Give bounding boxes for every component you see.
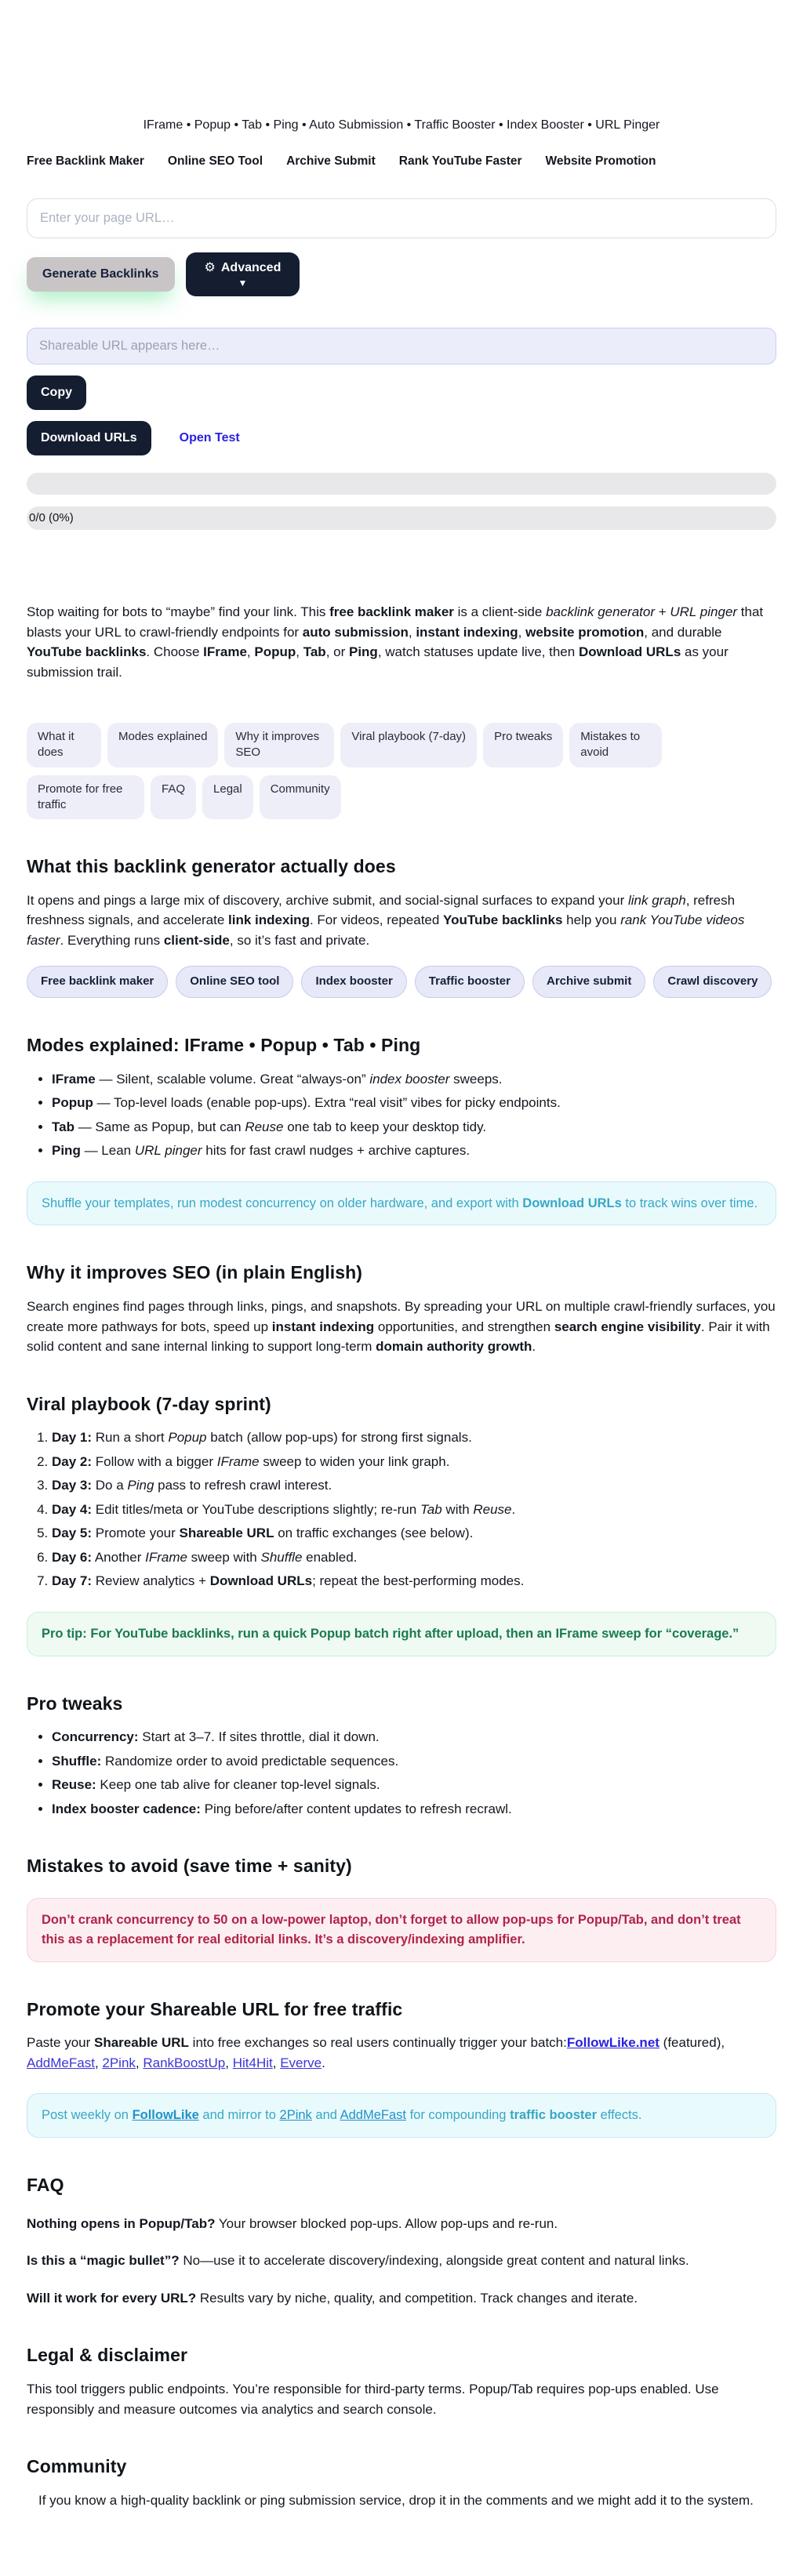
- text-segment: , and durable: [644, 624, 722, 640]
- text-segment: search engine visibility: [554, 1319, 701, 1334]
- text-segment: Review analytics +: [92, 1573, 210, 1589]
- text-segment: Stop waiting for bots to “maybe” find your link. This: [27, 604, 330, 620]
- section-faq: [27, 2174, 776, 2308]
- text-segment: client-side: [163, 932, 230, 948]
- text-segment: Start at 3–7. If sites throttle, dial it down.: [138, 1729, 380, 1745]
- text-segment: — Silent, scalable volume. Great “always-on”: [95, 1071, 370, 1087]
- list-item: [52, 1428, 776, 1448]
- text-segment: index booster: [369, 1071, 450, 1087]
- section-modes-explained: [27, 1034, 776, 1226]
- section-viral-playbook: [27, 1393, 776, 1656]
- keyword-chips: [27, 966, 776, 998]
- faq-item: [27, 2288, 776, 2309]
- text-segment: Download URLs: [209, 1573, 313, 1589]
- toc-what-it-does[interactable]: What it does: [27, 723, 101, 767]
- text-segment: Day 7:: [52, 1573, 93, 1589]
- text-segment: that blasts your URL to crawl-friendly endpoints for: [27, 604, 764, 640]
- text-segment: and mirror to: [198, 2108, 280, 2123]
- link-2pink[interactable]: 2Pink: [102, 2055, 136, 2070]
- text-segment: Concurrency:: [52, 1729, 139, 1745]
- text-segment: Popup: [254, 644, 296, 660]
- text-segment: Ping: [127, 1478, 154, 1493]
- text-segment: URL pinger: [134, 1143, 202, 1159]
- section-why-seo: [27, 1261, 776, 1356]
- text-segment: Shuffle: [260, 1549, 303, 1565]
- keyword-chip: Free backlink maker: [27, 966, 168, 998]
- text-segment: Index booster cadence:: [52, 1801, 201, 1816]
- text-segment: Don’t crank concurrency to 50 on a low-power laptop, don’t forget to allow pop-ups for Popup/Tab, and don’t treat this as a replacement for real editorial links. It’s a discovery/indexing amplifier.: [42, 1913, 741, 1947]
- text-segment: Follow with a bigger: [92, 1453, 217, 1469]
- tip-callout-post-weekly: [27, 2093, 776, 2138]
- text-segment: IFrame: [145, 1549, 187, 1565]
- section-title: Legal & disclaimer: [27, 2345, 188, 2366]
- list-item: [52, 1571, 776, 1591]
- tip-callout-shuffle: [27, 1181, 776, 1226]
- list-item: [52, 1141, 776, 1161]
- pro-tip-callout: [27, 1612, 776, 1656]
- text-segment: Reuse:: [52, 1777, 96, 1793]
- nav-online-seo-tool[interactable]: Online SEO Tool: [167, 154, 263, 168]
- text-segment: is a client-side: [453, 604, 547, 620]
- text-segment: , refresh freshness signals, and accelerate: [27, 892, 736, 928]
- keyword-chip: Archive submit: [532, 966, 645, 998]
- section-title: Modes explained: IFrame • Popup • Tab • Ping: [27, 1034, 421, 1055]
- text-segment: Reuse: [245, 1119, 284, 1134]
- text-segment: Nothing opens in Popup/Tab?: [27, 2215, 216, 2231]
- text-segment: sweep to widen your link graph.: [259, 1453, 450, 1469]
- text-segment: Results vary by niche, quality, and competition. Track changes and iterate.: [196, 2290, 638, 2306]
- text-segment: Tab: [303, 644, 326, 660]
- section-title: Why it improves SEO (in plain English): [27, 1262, 363, 1283]
- text-segment: — Top-level loads (enable pop-ups). Extra “real visit” vibes for picky endpoints.: [93, 1095, 561, 1111]
- tweaks-list: [27, 1727, 776, 1819]
- link-followlike[interactable]: FollowLike: [132, 2108, 199, 2123]
- section-promote: [27, 1998, 776, 2139]
- list-item: [52, 1799, 776, 1820]
- link-2pink-mirror[interactable]: 2Pink: [279, 2108, 312, 2123]
- section-body: This tool triggers public endpoints. You’re responsible for third-party terms. Popup/Tab requires pop-ups enabled. Use responsibly and measure outcomes via analytics and search console.: [27, 2382, 719, 2417]
- text-segment: pass to refresh crawl interest.: [154, 1478, 332, 1493]
- section-pro-tweaks: [27, 1693, 776, 1820]
- download-row: [27, 421, 776, 455]
- text-segment: Ping before/after content updates to refresh recrawl.: [200, 1801, 512, 1816]
- text-segment: Day 2:: [52, 1453, 93, 1469]
- feature-tagline: IFrame • Popup • Tab • Ping • Auto Submission • Traffic Booster • Index Booster • URL Pinger: [143, 118, 660, 132]
- text-segment: Tab: [420, 1501, 442, 1517]
- text-segment: Tab: [52, 1119, 74, 1134]
- text-segment: .: [322, 2055, 325, 2070]
- toc-mistakes-to-avoid[interactable]: Mistakes to avoid: [569, 723, 662, 767]
- section-title: Viral playbook (7-day sprint): [27, 1393, 271, 1414]
- section-body: If you know a high-quality backlink or ping submission service, drop it in the comments and we might add it to the system.: [38, 2492, 754, 2508]
- text-segment: Will it work for every URL?: [27, 2290, 197, 2306]
- toc-community[interactable]: Community: [260, 775, 341, 820]
- gear-icon: ⚙: [204, 261, 216, 275]
- playbook-steps: [27, 1428, 776, 1591]
- text-segment: .: [511, 1501, 516, 1517]
- text-segment: Promote your: [92, 1526, 180, 1541]
- text-segment: Popup: [52, 1095, 93, 1111]
- text-segment: No—use it to accelerate discovery/indexing, alongside great content and natural links.: [179, 2253, 689, 2269]
- section-mistakes: [27, 1855, 776, 1961]
- text-segment: Do a: [92, 1478, 128, 1493]
- text-segment: . Choose: [146, 644, 204, 660]
- text-segment: Day 6:: [52, 1549, 93, 1565]
- keyword-chip: Crawl discovery: [653, 966, 772, 998]
- link-rankboostup[interactable]: RankBoostUp: [143, 2055, 226, 2070]
- section-body: [27, 2033, 776, 2073]
- text-segment: Day 4:: [52, 1501, 93, 1517]
- text-segment: IFrame: [203, 644, 247, 660]
- list-item: [52, 1751, 776, 1772]
- progress-status: 0/0 (0%): [27, 506, 776, 530]
- shareable-url-output[interactable]: [27, 328, 776, 365]
- text-segment: Edit titles/meta or YouTube descriptions slightly; re-run: [92, 1501, 420, 1517]
- keyword-chip: Online SEO tool: [176, 966, 293, 998]
- keyword-chip: Index booster: [301, 966, 406, 998]
- keyword-chip: Traffic booster: [415, 966, 525, 998]
- text-segment: .: [532, 1339, 536, 1355]
- text-segment: domain authority growth: [376, 1339, 532, 1355]
- text-segment: Download URLs: [522, 1195, 622, 1210]
- text-segment: ; repeat the best-performing modes.: [312, 1573, 525, 1589]
- list-item: [52, 1523, 776, 1544]
- text-segment: Run a short: [92, 1430, 169, 1446]
- text-segment: batch (allow pop-ups) for strong first signals.: [206, 1430, 472, 1446]
- link-hit4hit[interactable]: Hit4Hit: [232, 2055, 273, 2070]
- text-segment: IFrame: [52, 1071, 96, 1087]
- text-segment: URL pinger: [670, 604, 738, 620]
- section-what-it-does: [27, 855, 776, 998]
- link-addmefast-mirror[interactable]: AddMeFast: [340, 2108, 406, 2123]
- section-legal: [27, 2344, 776, 2419]
- section-title: What this backlink generator actually does: [27, 856, 396, 877]
- text-segment: ,: [518, 624, 526, 640]
- text-segment: Day 1:: [52, 1430, 93, 1446]
- nav-website-promotion[interactable]: Website Promotion: [545, 154, 656, 168]
- text-segment: Shuffle your templates, run modest concurrency on older hardware, and export with: [42, 1195, 523, 1210]
- text-segment: rank YouTube videos faster: [27, 912, 745, 948]
- text-segment: free backlink maker: [329, 604, 454, 620]
- text-segment: ,: [94, 2055, 103, 2070]
- text-segment: on traffic exchanges (see below).: [274, 1526, 474, 1541]
- text-segment: to track wins over time.: [621, 1195, 758, 1210]
- chevron-down-icon: ▼: [238, 277, 248, 288]
- text-segment: Day 5:: [52, 1526, 93, 1541]
- text-segment: Ping: [52, 1143, 81, 1159]
- progress-bar: [27, 473, 776, 495]
- advanced-toggle-button[interactable]: [186, 252, 300, 296]
- text-segment: YouTube backlinks: [27, 644, 147, 660]
- text-segment: hits for fast crawl nudges + archive captures.: [202, 1143, 471, 1159]
- toc-pro-tweaks[interactable]: Pro tweaks: [483, 723, 563, 767]
- text-segment: Post weekly on: [42, 2108, 133, 2123]
- text-segment: instant indexing: [271, 1319, 375, 1334]
- text-segment: , or: [325, 644, 349, 660]
- generate-backlinks-button[interactable]: Generate Backlinks: [27, 257, 175, 292]
- text-segment: Popup: [168, 1430, 207, 1446]
- nav-free-backlink-maker[interactable]: Free Backlink Maker: [27, 154, 144, 168]
- list-item: [52, 1727, 776, 1747]
- toc-promote-free-traffic[interactable]: Promote for free traffic: [27, 775, 144, 820]
- text-segment: IFrame: [216, 1453, 260, 1469]
- section-body: [27, 1297, 776, 1357]
- text-segment: ,: [272, 2055, 281, 2070]
- text-segment: sweep with: [187, 1549, 261, 1565]
- faq-item: [27, 2251, 776, 2271]
- section-title: FAQ: [27, 2175, 64, 2196]
- list-item: [52, 1069, 776, 1090]
- text-segment: Is this a “magic bullet”?: [27, 2253, 180, 2269]
- open-test-link[interactable]: Open Test: [179, 431, 240, 445]
- link-followlike-net[interactable]: FollowLike.net: [566, 2035, 659, 2051]
- text-segment: Randomize order to avoid predictable sequences.: [101, 1753, 399, 1769]
- faq-item: [27, 2214, 776, 2234]
- text-segment: . Pair it with solid content and sane internal linking to support long-term: [27, 1319, 770, 1355]
- text-segment: Download URLs: [578, 644, 681, 660]
- list-item: [52, 1775, 776, 1795]
- section-chip-nav: [27, 723, 776, 819]
- nav-archive-submit[interactable]: Archive Submit: [286, 154, 376, 168]
- text-segment: Another: [92, 1549, 146, 1565]
- list-item: [52, 1475, 776, 1496]
- text-segment: with: [441, 1501, 474, 1517]
- section-community: [27, 2455, 776, 2510]
- text-segment: Day 3:: [52, 1478, 93, 1493]
- list-item: [52, 1547, 776, 1568]
- text-segment: ,: [225, 2055, 233, 2070]
- text-segment: (featured),: [659, 2035, 725, 2051]
- link-addmefast[interactable]: AddMeFast: [27, 2055, 95, 2070]
- section-title: Community: [27, 2456, 127, 2477]
- download-urls-button[interactable]: Download URLs: [27, 421, 151, 455]
- text-segment: help you: [562, 912, 621, 928]
- text-segment: link indexing: [228, 912, 310, 928]
- list-item: [52, 1500, 776, 1520]
- top-nav: [27, 152, 776, 170]
- text-segment: — Same as Popup, but can: [74, 1119, 245, 1134]
- warning-callout: [27, 1898, 776, 1962]
- text-segment: for compounding: [405, 2108, 511, 2123]
- text-segment: ,: [408, 624, 416, 640]
- text-segment: effects.: [597, 2108, 642, 2123]
- text-segment: Shuffle:: [52, 1753, 102, 1769]
- text-segment: Search engines find pages through links, pings, and snapshots. By spreading your URL on multiple crawl-friendly surfaces, you create more pathways for bots, speed up: [27, 1299, 776, 1334]
- text-segment: as your submission trail.: [27, 644, 729, 680]
- text-segment: , watch statuses update live, then: [377, 644, 579, 660]
- text-segment: , so it’s fast and private.: [229, 932, 370, 948]
- section-body: [27, 891, 776, 951]
- text-segment: Reuse: [473, 1501, 512, 1517]
- list-item: [52, 1093, 776, 1113]
- modes-list: [27, 1069, 776, 1161]
- text-segment: one tab to keep your desktop tidy.: [283, 1119, 487, 1134]
- nav-rank-youtube-faster[interactable]: Rank YouTube Faster: [398, 154, 522, 168]
- toc-why-it-improves-seo[interactable]: Why it improves SEO: [224, 723, 334, 767]
- text-segment: and: [311, 2108, 340, 2123]
- text-segment: Keep one tab alive for cleaner top-level signals.: [96, 1777, 380, 1793]
- text-segment: Shareable URL: [94, 2035, 189, 2051]
- text-segment: Your browser blocked pop-ups. Allow pop-ups and re-run.: [215, 2215, 558, 2231]
- text-segment: Paste your: [27, 2035, 94, 2051]
- text-segment: . For videos, repeated: [309, 912, 444, 928]
- text-segment: backlink generator: [546, 604, 655, 620]
- text-segment: YouTube backlinks: [443, 912, 563, 928]
- text-segment: ,: [246, 644, 255, 660]
- link-everve[interactable]: Everve: [280, 2055, 322, 2070]
- intro-paragraph: [27, 602, 776, 682]
- list-item: [52, 1117, 776, 1137]
- text-segment: ,: [296, 644, 303, 660]
- text-segment: website promotion: [525, 624, 645, 640]
- text-segment: — Lean: [80, 1143, 135, 1159]
- text-segment: link graph: [627, 892, 686, 908]
- text-segment: It opens and pings a large mix of discovery, archive submit, and social-signal surfaces to expand your: [27, 892, 628, 908]
- text-segment: +: [655, 604, 670, 620]
- section-title: Mistakes to avoid (save time + sanity): [27, 1856, 352, 1877]
- text-segment: opportunities, and strengthen: [374, 1319, 554, 1334]
- text-segment: Pro tip: For YouTube backlinks, run a quick Popup batch right after upload, then an IFrame sweep for “coverage.”: [42, 1626, 739, 1641]
- text-segment: Shareable URL: [179, 1526, 274, 1541]
- list-item: [52, 1452, 776, 1472]
- action-button-row: [27, 252, 776, 296]
- toc-modes-explained[interactable]: Modes explained: [107, 723, 218, 767]
- advanced-label: Advanced: [220, 261, 282, 275]
- text-segment: . Everything runs: [60, 932, 164, 948]
- text-segment: sweeps.: [449, 1071, 503, 1087]
- toc-legal[interactable]: Legal: [202, 775, 253, 820]
- text-segment: into free exchanges so real users continually trigger your batch:: [188, 2035, 567, 2051]
- text-segment: auto submission: [302, 624, 409, 640]
- page-url-input[interactable]: [27, 198, 776, 238]
- text-segment: ,: [135, 2055, 144, 2070]
- section-title: Pro tweaks: [27, 1693, 123, 1714]
- text-segment: enabled.: [302, 1549, 358, 1565]
- text-segment: Ping: [348, 644, 378, 660]
- text-segment: instant indexing: [416, 624, 518, 640]
- section-title: Promote your Shareable URL for free traffic: [27, 1998, 403, 2019]
- text-segment: traffic booster: [510, 2108, 598, 2123]
- copy-button[interactable]: Copy: [27, 376, 86, 410]
- toc-viral-playbook[interactable]: Viral playbook (7-day): [340, 723, 477, 767]
- toc-faq[interactable]: FAQ: [151, 775, 196, 820]
